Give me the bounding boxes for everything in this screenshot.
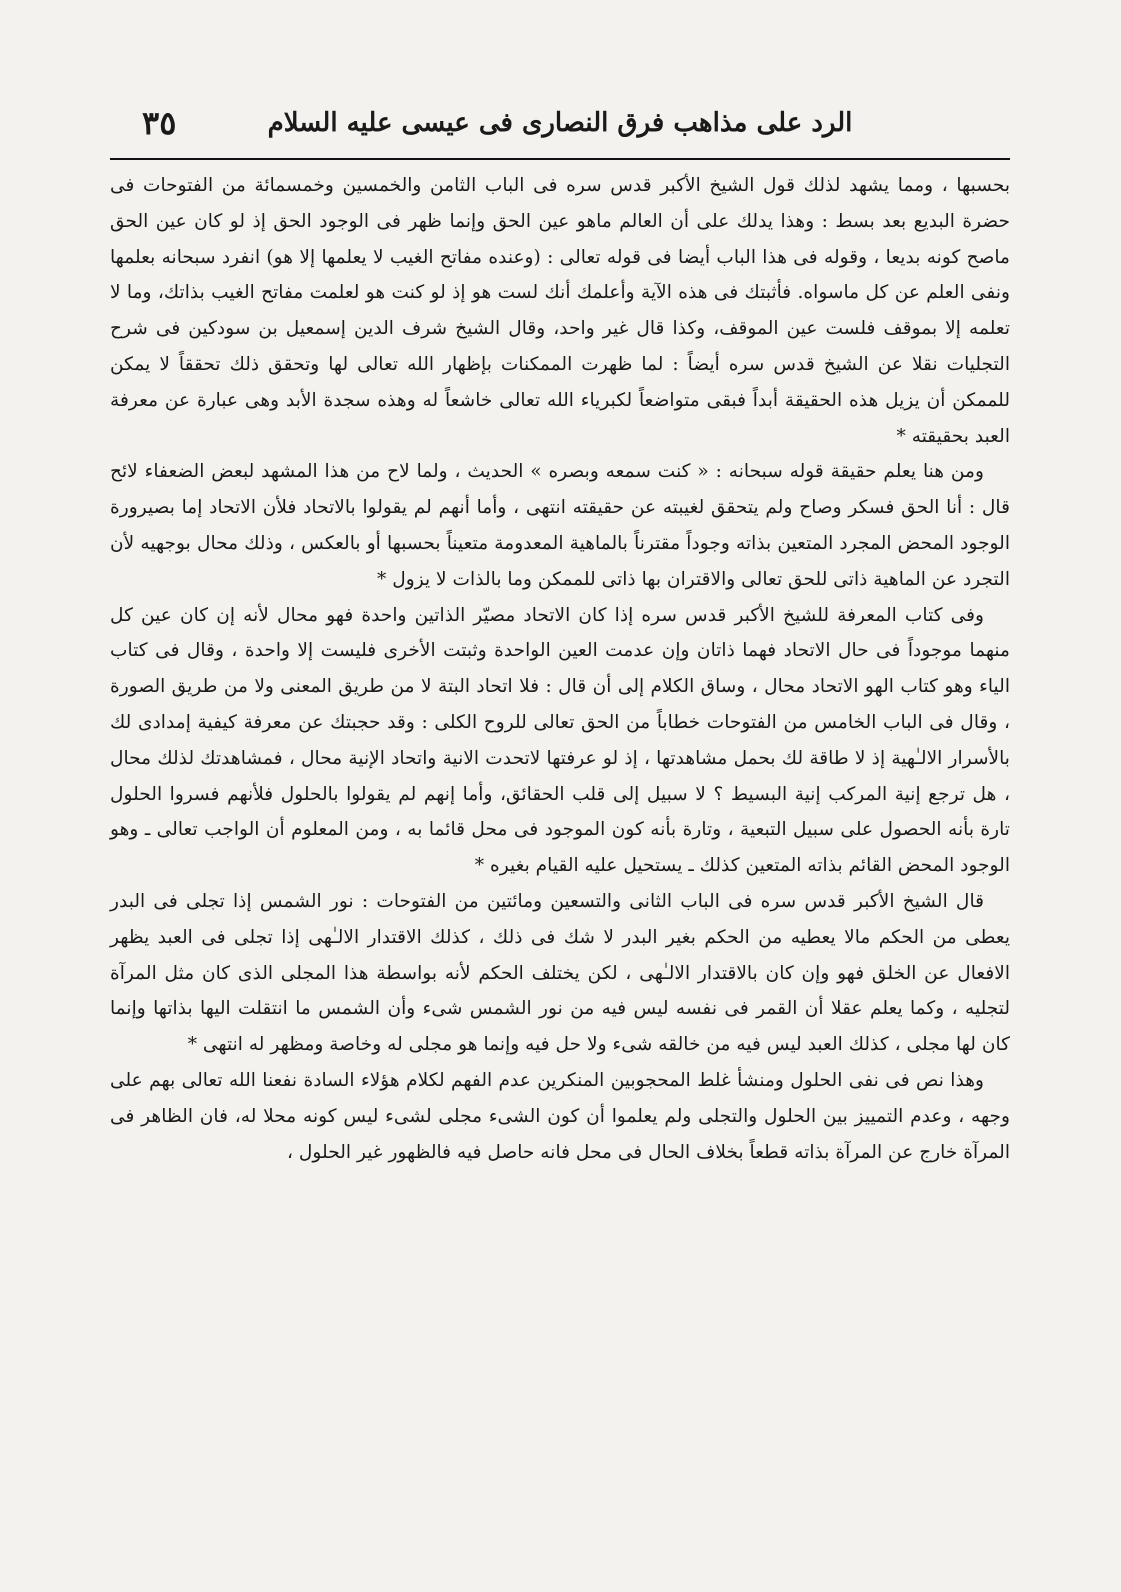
page-body xyxy=(110,168,1010,1170)
paragraph-1: بحسبها ، ومما يشهد لذلك قول الشيخ الأكبر قدس سره فى الباب الثامن والخمسين وخمسمائة من الفتوحات فى حضرة البديع بعد بسط : وهذا يدلك على أن العالم ماهو عين الحق وإنما ظهر فى الوجود الحق إذ لو كان عين الحق ماصح كونه بديعا ، وقوله فى هذا الباب أيضا فى قوله تعالى : (وعنده مفاتح الغيب لا يعلمها إلا هو) انفرد سبحانه بعلمها ونفى العلم عن كل ماسواه. فأثبتك فى هذه الآية وأعلمك أنك لست هو إذ لو كنت هو لعلمت مفاتح الغيب بذاتك، وما لا تعلمه إلا بموقف فلست عين الموقف، وكذا قال غير واحد، وقال الشيخ شرف الدين إسمعيل بن سودكين فى شرح التجليات نقلا عن الشيخ قدس سره أيضاً : لما ظهرت الممكنات بإظهار الله تعالى لها وتحقق ذلك تحققاً لا يمكن للممكن أن يزيل هذه الحقيقة أبداً فبقى متواضعاً لكبرياء الله تعالى خاشعاً له وهذه سجدة الأبد وهى عبارة عن معرفة العبد بحقيقته * xyxy=(110,175,1010,447)
header-rule xyxy=(110,158,1010,160)
running-title: الرد على مذاهب فرق النصارى فى عيسى عليه السلام xyxy=(267,108,853,138)
page-number: ٣٥ xyxy=(142,104,177,142)
paragraph-2: ومن هنا يعلم حقيقة قوله سبحانه : « كنت سمعه وبصره » الحديث ، ولما لاح من هذا المشهد لبعض الضعفاء لائح قال : أنا الحق فسكر وصاح ولم يتحقق لغيبته عن حقيقته انتهى ، وأما أنهم لم يقولوا بالاتحاد فلأن الاتحاد إما بصيرورة الوجود المحض المجرد المتعين بذاته وجوداً مقترناً بالماهية المعدومة متعيناً بحسبها أو بالعكس ، وذلك محال بوجهيه لأن التجرد عن الماهية ذاتى للحق تعالى والاقتران بها ذاتى للممكن وما بالذات لا يزول * xyxy=(110,461,1010,590)
paragraph-3: وفى كتاب المعرفة للشيخ الأكبر قدس سره إذا كان الاتحاد مصيّر الذاتين واحدة فهو محال لأنه إن كان عين كل منهما موجوداً فى حال الاتحاد فهما ذاتان وإن عدمت العين الواحدة وثبتت الأخرى فليست إلا واحدة ، وقال فى كتاب الياء وهو كتاب الهو الاتحاد محال ، وساق الكلام إلى أن قال : فلا اتحاد البتة لا من طريق المعنى ولا من طريق الصورة ، وقال فى الباب الخامس من الفتوحات خطاباً من الحق تعالى للروح الكلى : وقد حجبتك عن معرفة كيفية إمدادى لك بالأسرار الالـٰهية إذ لا طاقة لك بحمل مشاهدتها ، إذ لو عرفتها لاتحدت الانية واتحاد الإنية محال ، فمشاهدتك لذلك محال ، هل ترجع إنية المركب إنية البسيط ؟ لا سبيل إلى قلب الحقائق، وأما إنهم لم يقولوا بالحلول فلأنهم فسروا الحلول تارة بأنه الحصول على سبيل التبعية ، وتارة بأنه كون الموجود فى محل قائما به ، ومن المعلوم أن الواجب تعالى ـ وهو الوجود المحض القائم بذاته المتعين كذلك ـ يستحيل عليه القيام بغيره * xyxy=(110,604,1010,877)
paragraph-5: وهذا نص فى نفى الحلول ومنشأ غلط المحجوبين المنكرين عدم الفهم لكلام هؤلاء السادة نفعنا الله تعالى بهم على وجهه ، وعدم التمييز بين الحلول والتجلى ولم يعلموا أن كون الشىء مجلى لشىء ليس كونه محلا له، فان الظاهر فى المرآة خارج عن المرآة بذاته قطعاً بخلاف الحال فى محل فانه حاصل فيه فالظهور غير الحلول ، xyxy=(110,1069,1010,1163)
page-header xyxy=(110,100,1010,156)
paragraph-4: قال الشيخ الأكبر قدس سره فى الباب الثانى والتسعين ومائتين من الفتوحات : نور الشمس إذا تجلى فى البدر يعطى من الحكم مالا يعطيه من الحكم بغير البدر لا شك فى ذلك ، كذلك الاقتدار الالـٰهى إذا تجلى فى العبد يظهر الافعال عن الخلق فهو وإن كان بالاقتدار الالـٰهى ، لكن يختلف الحكم لأنه بواسطة هذا المجلى الذى كان مثل المرآة لتجليه ، وكما يعلم عقلا أن القمر فى نفسه ليس فيه من نور الشمس شىء وأن الشمس ما انتقلت اليها بذاتها وإنما كان لها مجلى ، كذلك العبد ليس فيه من خالقه شىء ولا حل فيه وإنما هو مجلى له وخاصة ومظهر له انتهى * xyxy=(110,890,1010,1056)
book-page xyxy=(110,100,1010,1550)
